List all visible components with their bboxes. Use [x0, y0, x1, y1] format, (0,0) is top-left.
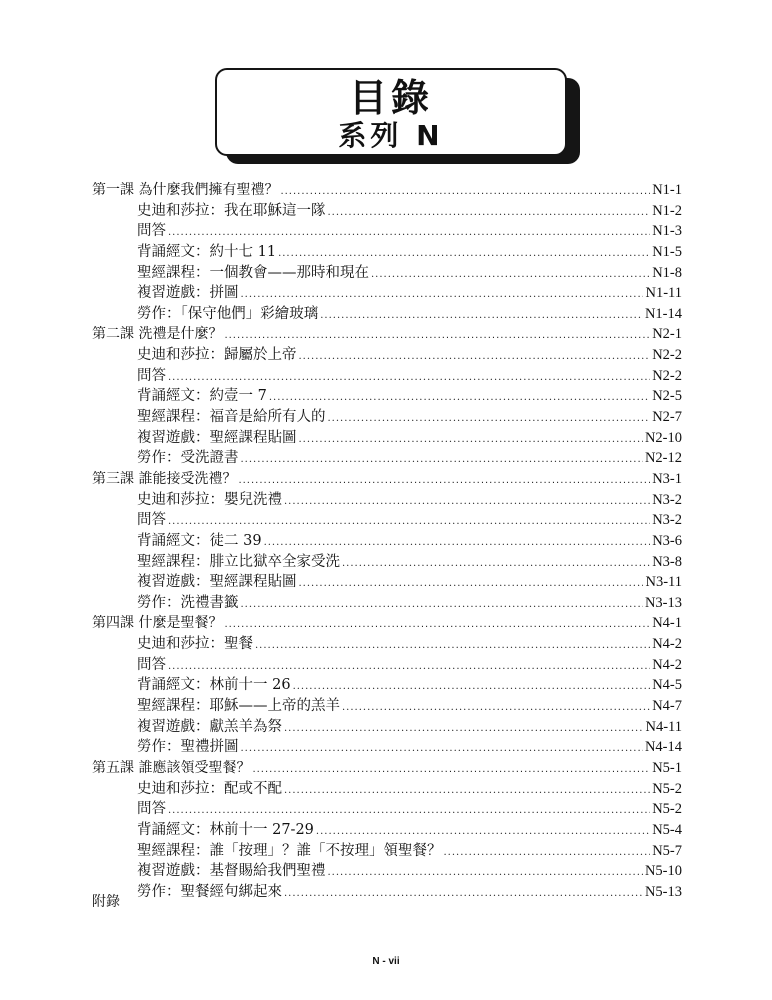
toc-item-row: [92, 634, 682, 655]
toc-item-row: [92, 675, 682, 696]
dot-leader: [241, 285, 644, 306]
dot-leader: [299, 574, 644, 595]
toc-entry-label: 史迪和莎拉：配或不配: [137, 780, 282, 797]
toc-page-number: N3-8: [652, 553, 682, 570]
toc-entry-label: 問答: [137, 367, 166, 384]
toc-entry-label: 勞作：聖禮拼圖: [137, 739, 239, 756]
toc-page-number: N1-3: [652, 223, 682, 240]
toc-lesson-row: [92, 469, 682, 490]
toc-page-number: N5-2: [652, 801, 682, 818]
toc-entry-label: 聖經課程：誰「按理」？誰「不按理」領聖餐？: [137, 842, 442, 859]
dot-leader: [284, 884, 643, 905]
toc-item-row: [92, 861, 682, 882]
toc-page-number: N2-5: [652, 388, 682, 405]
dot-leader: [241, 739, 643, 760]
toc-item-row: [92, 882, 682, 903]
dot-leader: [293, 677, 651, 698]
toc-page-number: N5-13: [644, 883, 682, 900]
dot-leader: [328, 203, 651, 224]
toc-entry-label: 第五課 誰應該領受聖餐？: [92, 759, 251, 776]
toc-item-row: [92, 779, 682, 800]
toc-entry-label: 史迪和莎拉：嬰兒洗禮: [137, 491, 282, 508]
dot-leader: [264, 533, 651, 554]
dot-leader: [342, 698, 650, 719]
toc-item-row: [92, 304, 682, 325]
toc-entry-label: 複習遊戲：聖經課程貼圖: [137, 574, 297, 591]
toc-item-row: [92, 386, 682, 407]
toc-page-number: N2-10: [644, 429, 682, 446]
toc-entry-label: 史迪和莎拉：歸屬於上帝: [137, 347, 297, 364]
toc-page-number: N5-4: [652, 821, 682, 838]
toc-entry-label: 勞作：聖餐經句綁起來: [137, 883, 282, 900]
toc-page-number: N2-1: [652, 326, 682, 343]
toc-page-number: N1-5: [652, 243, 682, 260]
toc-item-row: [92, 283, 682, 304]
dot-leader: [224, 615, 650, 636]
toc-entry-label: 問答: [137, 512, 166, 529]
dot-leader: [168, 657, 650, 678]
toc-item-row: [92, 428, 682, 449]
dot-leader: [328, 409, 651, 430]
toc-entry-label: 聖經課程：一個教會——那時和現在: [137, 264, 369, 281]
toc-page-number: N4-1: [652, 615, 682, 632]
toc-page-number: N1-1: [652, 182, 682, 198]
toc-page-number: N3-13: [644, 594, 682, 611]
toc-item-row: [92, 572, 682, 593]
dot-leader: [371, 265, 650, 286]
toc-entry-label: 第三課 誰能接受洗禮？: [92, 470, 237, 487]
toc-entry-label: 勞作：「保守他們」彩繪玻璃: [137, 305, 319, 322]
toc-page-number: N4-2: [652, 636, 682, 653]
toc-page-number: N3-1: [652, 470, 682, 487]
toc-page-number: N2-12: [644, 450, 682, 467]
toc-item-row: [92, 799, 682, 820]
toc-entry-label: 第四課 什麼是聖餐？: [92, 615, 223, 632]
toc-page-number: N1-2: [652, 202, 682, 219]
toc-lesson-row: [92, 613, 682, 634]
toc-entry-label: 複習遊戲：獻羔羊為祭: [137, 718, 282, 735]
dot-leader: [284, 719, 643, 740]
dot-leader: [284, 781, 650, 802]
appendix-heading: 附錄: [92, 894, 120, 910]
toc-item-row: [92, 201, 682, 222]
toc-item-row: [92, 696, 682, 717]
title-box: [215, 68, 567, 156]
toc-item-row: [92, 820, 682, 841]
toc-item-row: [92, 841, 682, 862]
toc-entry-label: 背誦經文：徒二 39: [137, 532, 262, 549]
dot-leader: [316, 822, 650, 843]
toc-page-number: N3-11: [645, 574, 682, 591]
toc-item-row: [92, 366, 682, 387]
toc-entry-label: 問答: [137, 656, 166, 673]
toc-entry-label: 史迪和莎拉：我在耶穌這一隊: [137, 202, 326, 219]
toc-item-row: [92, 490, 682, 511]
toc-entry-label: 背誦經文：約十七 11: [137, 243, 277, 260]
toc-entry-label: 問答: [137, 801, 166, 818]
toc-entry-label: 勞作：受洗證書: [137, 450, 239, 467]
dot-leader: [328, 863, 643, 884]
page-title: 目錄: [348, 76, 433, 120]
toc-page-number: N2-2: [652, 367, 682, 384]
toc-item-row: [92, 263, 682, 284]
dot-leader: [299, 430, 643, 451]
toc-entry-label: 第二課 洗禮是什麼？: [92, 326, 223, 343]
toc-page-number: N5-10: [644, 863, 682, 880]
toc-entry-label: 聖經課程：福音是給所有人的: [137, 409, 326, 426]
dot-leader: [278, 244, 650, 265]
dot-leader: [168, 801, 650, 822]
toc-item-row: [92, 655, 682, 676]
toc-entry-label: 第一課 為什麼我們擁有聖禮？: [92, 182, 279, 198]
dot-leader: [255, 636, 650, 657]
toc-page-number: N3-2: [652, 512, 682, 529]
toc-page-number: N5-1: [652, 759, 682, 776]
toc-entry-label: 聖經課程：耶穌——上帝的羔羊: [137, 698, 340, 715]
toc-item-row: [92, 552, 682, 573]
toc-item-row: [92, 510, 682, 531]
toc-page-number: N3-2: [652, 491, 682, 508]
toc-page-number: N5-2: [652, 780, 682, 797]
toc-item-row: [92, 345, 682, 366]
dot-leader: [241, 595, 643, 616]
toc-page-number: N4-7: [652, 698, 682, 715]
toc-page-number: N1-8: [652, 264, 682, 281]
toc-entry-label: 勞作：洗禮書籤: [137, 594, 239, 611]
toc-page-number: N3-6: [652, 532, 682, 549]
toc-page-number: N4-11: [645, 718, 682, 735]
toc-entry-label: 複習遊戲：拼圖: [137, 285, 239, 302]
toc-item-row: [92, 221, 682, 242]
toc-item-row: [92, 407, 682, 428]
dot-leader: [342, 554, 650, 575]
toc-entry-label: 背誦經文：約壹一 7: [137, 388, 267, 405]
dot-leader: [168, 368, 650, 389]
toc-page-number: N4-2: [652, 656, 682, 673]
dot-leader: [168, 223, 650, 244]
toc-item-row: [92, 242, 682, 263]
dot-leader: [444, 843, 651, 864]
toc-page-number: N5-7: [652, 842, 682, 859]
toc-page-number: N2-7: [652, 409, 682, 426]
dot-leader: [168, 512, 650, 533]
toc-entry-label: 複習遊戲：聖經課程貼圖: [137, 429, 297, 446]
dot-leader: [224, 326, 650, 347]
toc-lesson-row: [92, 758, 682, 779]
dot-leader: [269, 388, 650, 409]
dot-leader: [320, 306, 643, 327]
toc-item-row: [92, 531, 682, 552]
toc-entry-label: 聖經課程：腓立比獄卒全家受洗: [137, 553, 340, 570]
dot-leader: [280, 182, 650, 203]
toc-item-row: [92, 593, 682, 614]
table-of-contents: [92, 180, 682, 902]
toc-page-number: N1-11: [645, 285, 682, 302]
toc-entry-label: 史迪和莎拉：聖餐: [137, 636, 253, 653]
toc-page-number: N4-14: [644, 739, 682, 756]
dot-leader: [238, 471, 650, 492]
toc-page-number: N1-14: [644, 305, 682, 322]
series-subtitle: 系列 N: [338, 119, 444, 152]
toc-item-row: [92, 717, 682, 738]
dot-leader: [241, 450, 643, 471]
toc-item-row: [92, 448, 682, 469]
dot-leader: [252, 760, 650, 781]
toc-entry-label: 背誦經文：林前十一 26: [137, 677, 291, 694]
toc-entry-label: 背誦經文：林前十一 27-29: [137, 821, 314, 838]
toc-page-number: N4-5: [652, 677, 682, 694]
toc-entry-label: 問答: [137, 223, 166, 240]
toc-entry-label: 複習遊戲：基督賜給我們聖禮: [137, 863, 326, 880]
toc-lesson-row: [92, 180, 682, 201]
page-number: N - vii: [372, 956, 400, 967]
toc-lesson-row: [92, 324, 682, 345]
toc-item-row: [92, 737, 682, 758]
dot-leader: [284, 492, 650, 513]
dot-leader: [299, 347, 651, 368]
toc-page-number: N2-2: [652, 347, 682, 364]
